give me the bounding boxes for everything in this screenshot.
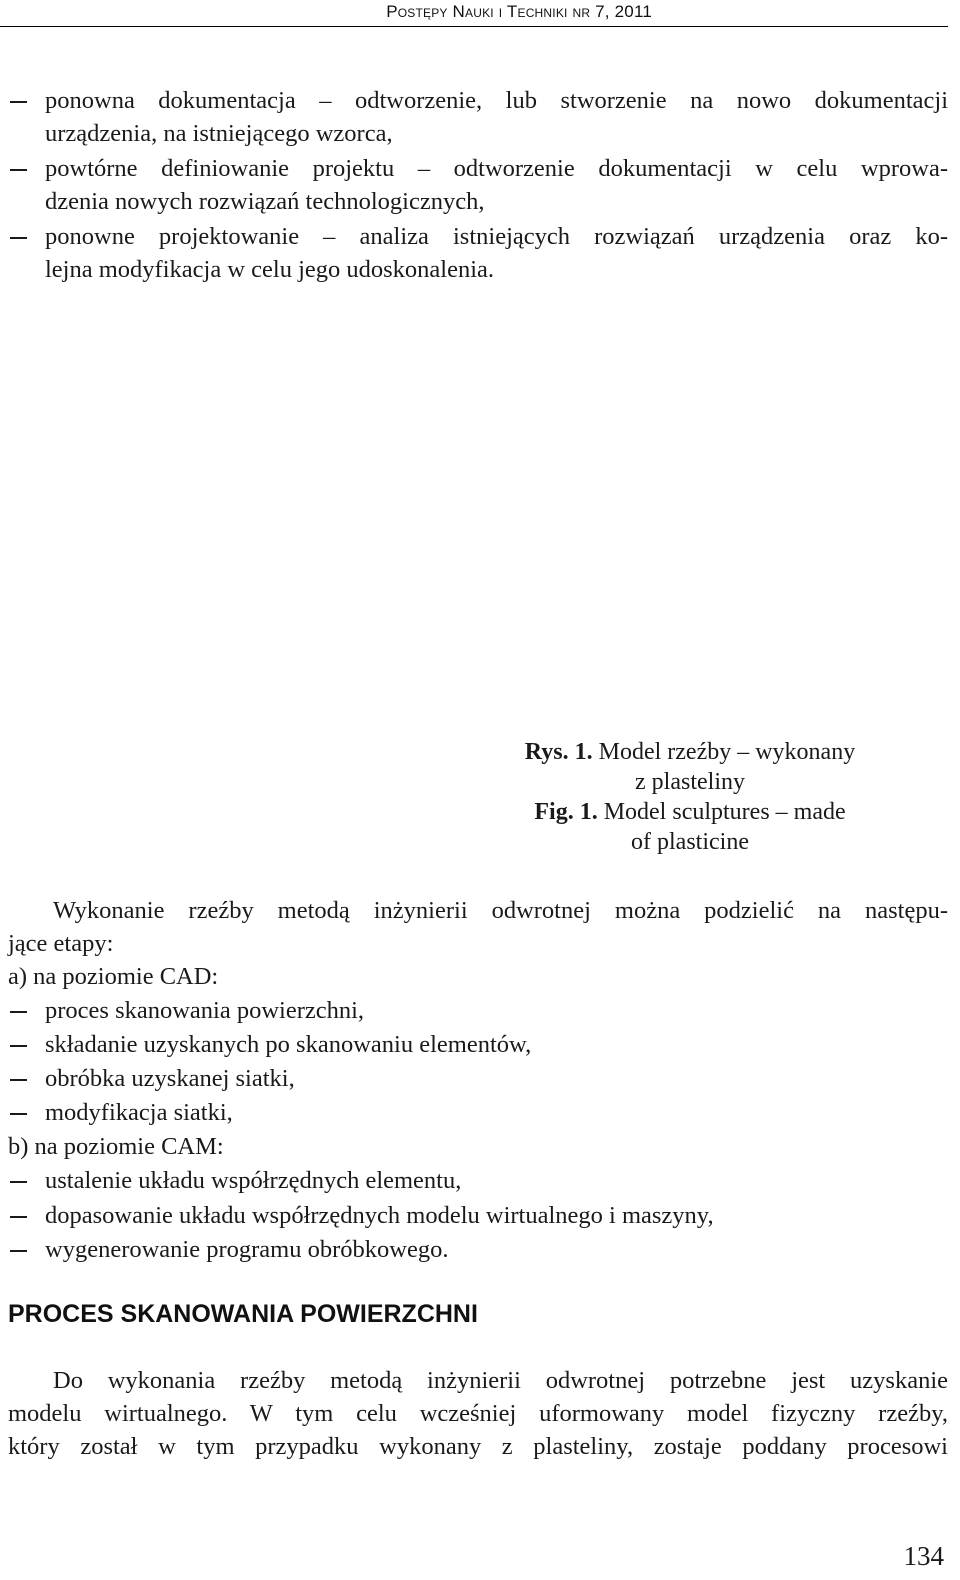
- list-item: [8, 994, 948, 1027]
- paragraph-line: Wykonanie rzeźby metodą inżynierii odwrotnej można podzielić na następu-: [53, 897, 948, 924]
- list-item-text: wygenerowanie programu obróbkowego.: [45, 1236, 449, 1263]
- paragraph-line: Do wykonania rzeźby metodą inżynierii odwrotnej potrzebne jest uzyskanie: [53, 1367, 948, 1394]
- cad-heading: a) na poziomie CAD:: [8, 963, 219, 990]
- list-item: [8, 1062, 948, 1095]
- list-item: [8, 1164, 948, 1197]
- list-item-text: proces skanowania powierzchni,: [45, 997, 365, 1024]
- list-item: [8, 152, 948, 218]
- list-item-text: obróbka uzyskanej siatki,: [45, 1065, 295, 1092]
- list-item: [8, 220, 948, 286]
- caption-pl-line-2: z plasteliny: [635, 769, 745, 795]
- list-item-line: urządzenia, na istniejącego wzorca,: [45, 120, 393, 147]
- list-item-text: dopasowanie układu współrzędnych modelu wirtualnego i maszyny,: [45, 1202, 714, 1229]
- caption-en-line-2: of plasticine: [631, 829, 749, 855]
- list-item-line: dzenia nowych rozwiązań technologicznych,: [45, 188, 485, 215]
- caption-en-line-1: [490, 797, 890, 827]
- caption-pl-line-1: [490, 737, 890, 767]
- list-item: [8, 1233, 948, 1266]
- list-item-line: ponowne projektowanie – analiza istniejących rozwiązań urządzenia oraz ko-: [45, 223, 948, 250]
- list-item: [8, 84, 948, 150]
- caption-pl-text: Model rzeźby – wykonany: [598, 739, 856, 765]
- list-item-text: składanie uzyskanych po skanowaniu elementów,: [45, 1031, 532, 1058]
- caption-en-label: Fig. 1.: [534, 799, 598, 825]
- cam-heading: b) na poziomie CAM:: [8, 1133, 224, 1160]
- caption-pl-label: Rys. 1.: [524, 739, 593, 765]
- list-item: [8, 1096, 948, 1129]
- intro-paragraph: [8, 894, 948, 960]
- paragraph-line: jące etapy:: [8, 930, 114, 957]
- page-number: 134: [903, 1541, 944, 1571]
- list-item: [8, 1028, 948, 1061]
- paragraph-line: modelu wirtualnego. W tym celu wcześniej uformowany model fizyczny rzeźby,: [8, 1400, 948, 1427]
- list-item-text: modyfikacja siatki,: [45, 1099, 233, 1126]
- running-title: Postępy Nauki i Techniki nr 7, 2011: [386, 2, 652, 21]
- list-item: [8, 1199, 948, 1232]
- list-item-line: lejna modyfikacja w celu jego udoskonalenia.: [45, 256, 495, 283]
- section-heading: PROCES SKANOWANIA POWIERZCHNI: [8, 1300, 478, 1328]
- running-header: [0, 0, 948, 27]
- figure-caption: [490, 737, 890, 857]
- section-paragraph: [8, 1364, 948, 1463]
- list-item-line: ponowna dokumentacja – odtworzenie, lub stworzenie na nowo dokumentacji: [45, 87, 948, 114]
- caption-en-text: Model sculptures – made: [603, 799, 846, 825]
- paragraph-line: który został w tym przypadku wykonany z plasteliny, zostaje poddany procesowi: [8, 1433, 948, 1460]
- list-item-line: powtórne definiowanie projektu – odtworzenie dokumentacji w celu wprowa-: [45, 155, 948, 182]
- list-item-text: ustalenie układu współrzędnych elementu,: [45, 1167, 462, 1194]
